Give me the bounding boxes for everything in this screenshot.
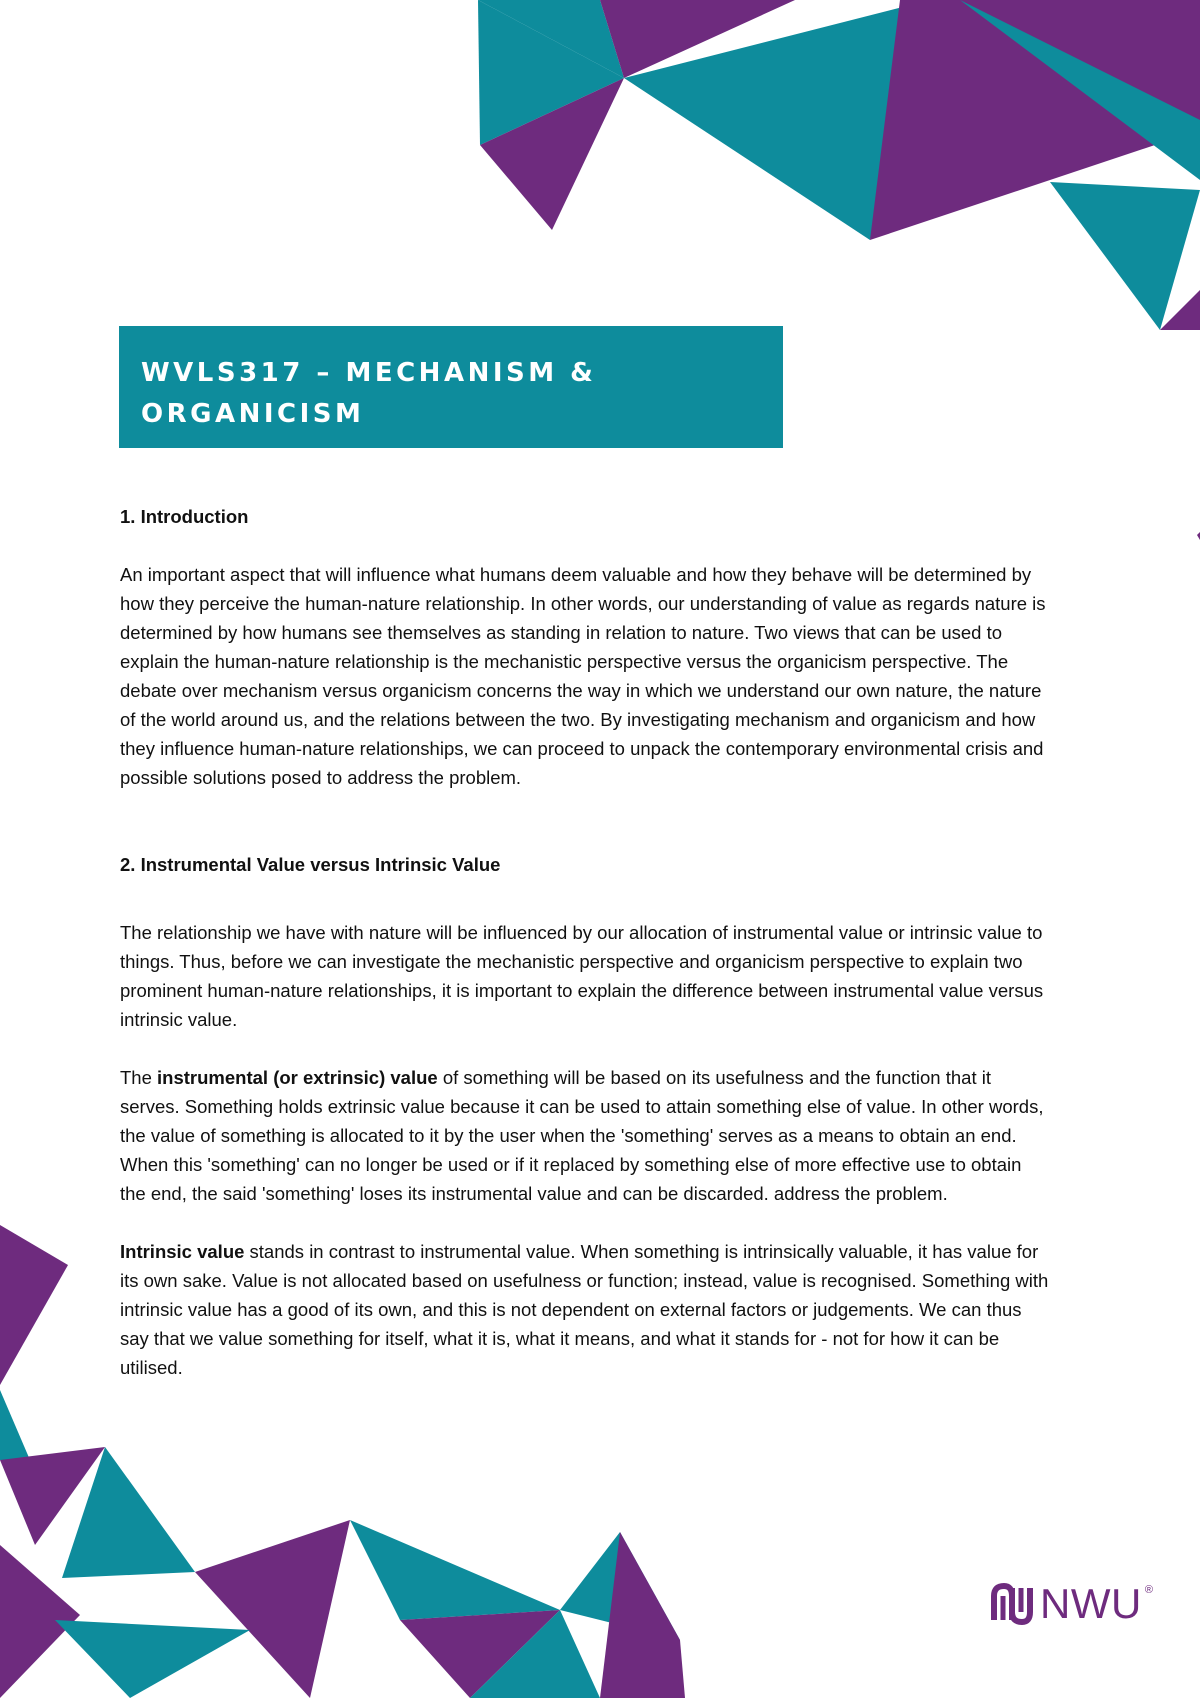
deco-triangle [0, 1390, 30, 1460]
title-line-2: ORGANICISM [141, 399, 365, 429]
deco-triangle [350, 1520, 560, 1620]
deco-triangle [0, 1225, 68, 1385]
deco-triangle [195, 1520, 350, 1698]
title-banner [119, 326, 783, 448]
term-instrumental-value: instrumental (or extrinsic) value [157, 1067, 438, 1088]
section-2-heading: 2. Instrumental Value versus Intrinsic Value [120, 854, 501, 875]
document-body [120, 502, 1050, 1382]
section-2-paragraph-2 [120, 1063, 1050, 1208]
paragraph-text: stands in contrast to instrumental value. When something is intrinsically valuable, it has value for its own sake. Value is not allocated based on usefulness or function; instead, value is recognised. Something with intrinsic value has a good of its own, and this is not dependent on external factors or judgements. We can thus say that we value something for itself, what it is, what it means, and what it stands for - not for how it can be utilised. [120, 1241, 1049, 1378]
page-title [141, 353, 751, 435]
deco-triangle [1050, 182, 1200, 330]
registered-mark: ® [1144, 1584, 1153, 1596]
paragraph-text: of something will be based on its usefulness and the function that it serves. Something holds extrinsic value because it can be used to attain something else of value. In other words, the value of something is allocated to it by the user when the 'something' serves as a means to obtain an end. When this 'something' can no longer be used or if it replaced by something else of more effective use to obtain the end, the said 'something' loses its instrumental value and can be discarded. address the problem. [120, 1067, 1044, 1204]
section-1-paragraph: An important aspect that will influence what humans deem valuable and how they behave will be determined by how they perceive the human-nature relationship. In other words, our understanding of value as regards nature is determined by how humans see themselves as standing in relation to nature. Two views that can be used to explain the human-nature relationship is the mechanistic perspective versus the organicism perspective. The debate over mechanism versus organicism concerns the way in which we understand our own nature, the nature of the world around us, and the relations between the two. By investigating mechanism and organicism and how they influence human-nature relationships, we can proceed to unpack the contemporary environmental crisis and possible solutions posed to address the problem. [120, 564, 1046, 788]
section-2-paragraph-3 [120, 1237, 1050, 1382]
term-intrinsic-value: Intrinsic value [120, 1241, 245, 1262]
section-2-paragraph-1: The relationship we have with nature will be influenced by our allocation of instrumental value or intrinsic value to things. Thus, before we can investigate the mechanistic perspective and organicism perspective to explain two prominent human-nature relationships, it is important to explain the difference between instrumental value versus intrinsic value. [120, 922, 1044, 1030]
nwu-logo [990, 1580, 1153, 1628]
nwu-emblem-icon [990, 1582, 1034, 1626]
section-1-heading: 1. Introduction [120, 506, 249, 527]
title-line-1: WVLS317 – MECHANISM & [141, 358, 597, 388]
deco-triangle [55, 1620, 250, 1698]
logo-text: NWU [1040, 1580, 1142, 1627]
paragraph-text: The [120, 1067, 158, 1088]
